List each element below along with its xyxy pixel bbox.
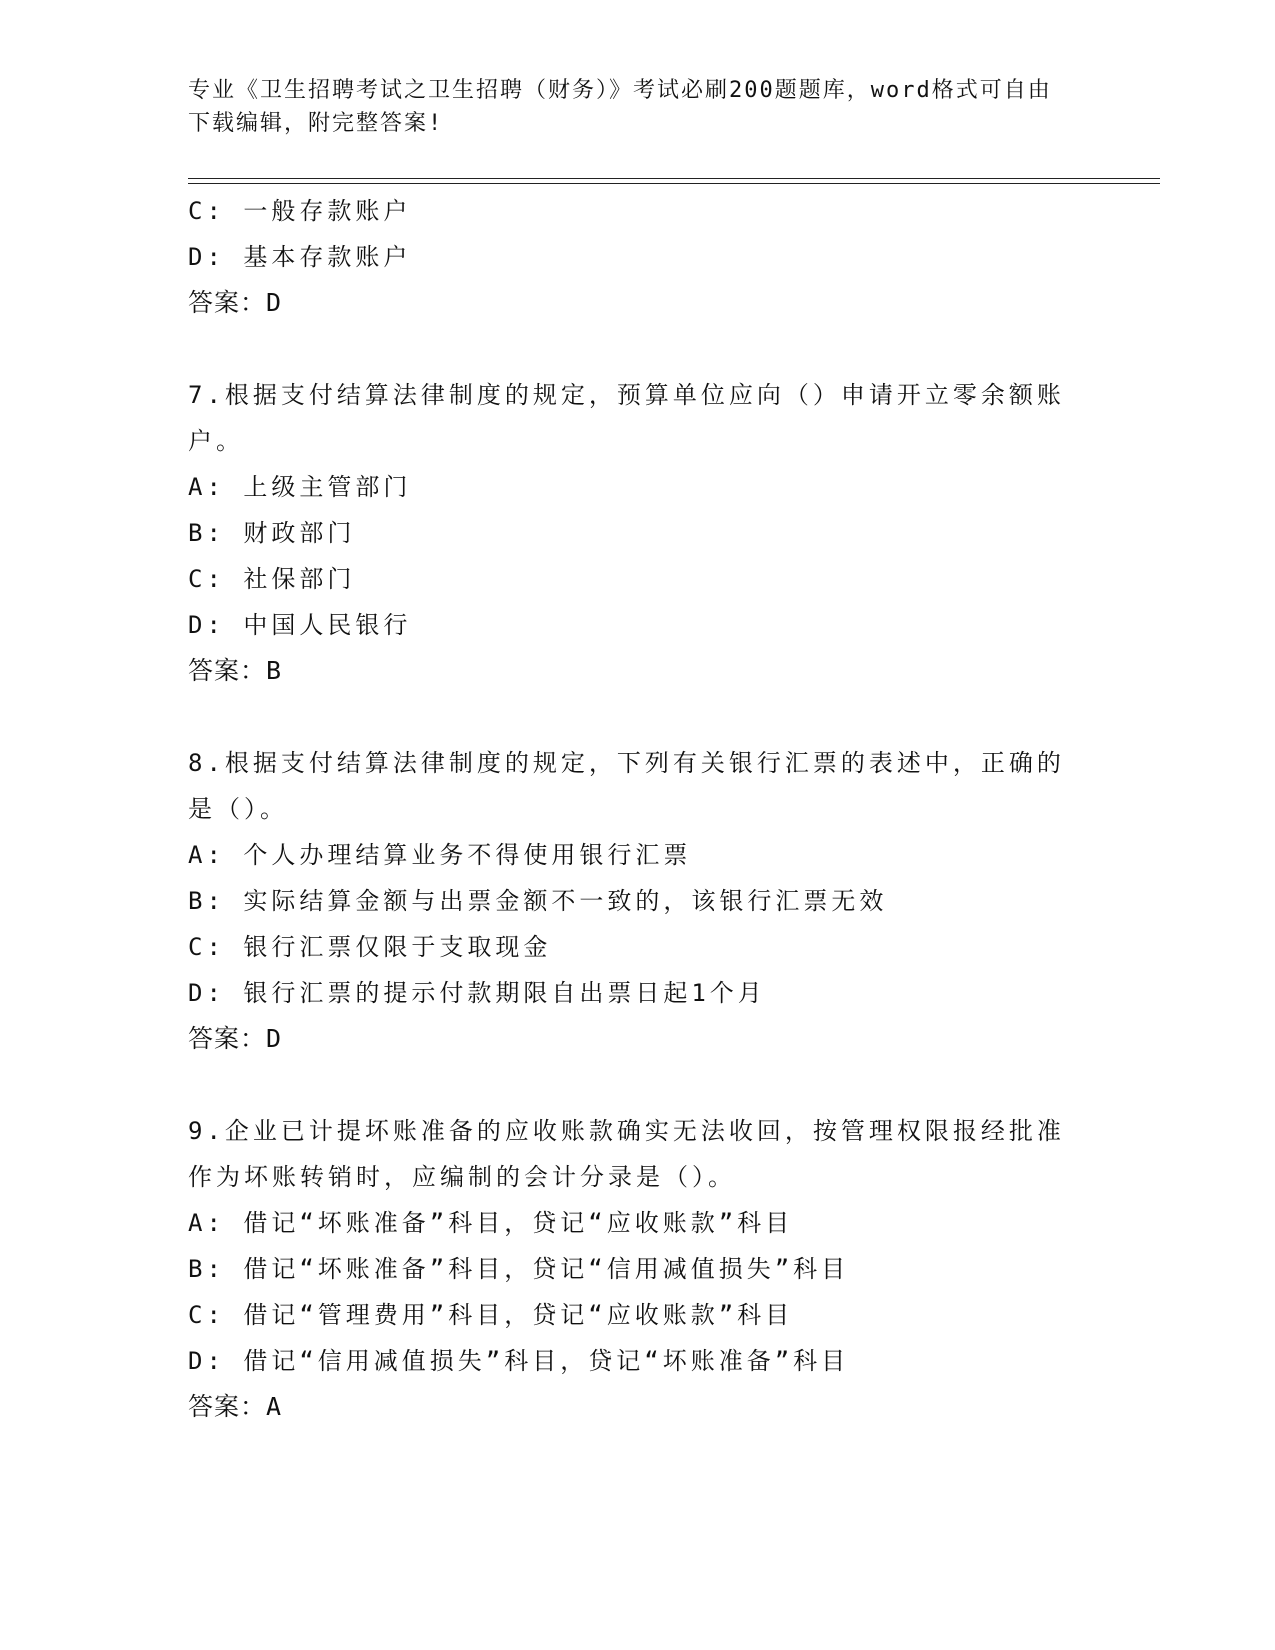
option-d: D: 银行汇票的提示付款期限自出票日起1个月 xyxy=(188,979,766,1007)
option-c: C: 银行汇票仅限于支取现金 xyxy=(188,933,552,961)
option-a: A: 上级主管部门 xyxy=(188,473,412,501)
question-8 xyxy=(188,740,1088,1062)
answer-line: 答案：A xyxy=(188,1392,282,1421)
answer-line: 答案：D xyxy=(188,1024,282,1053)
option-a: A: 个人办理结算业务不得使用银行汇票 xyxy=(188,841,692,869)
option-b: B: 实际结算金额与出票金额不一致的，该银行汇票无效 xyxy=(188,887,888,915)
option-c: C: 借记“管理费用”科目，贷记“应收账款”科目 xyxy=(188,1301,794,1329)
option-a: A: 借记“坏账准备”科目，贷记“应收账款”科目 xyxy=(188,1209,794,1237)
answer-line: 答案：D xyxy=(188,288,282,317)
header-rule-top xyxy=(188,178,1160,179)
question-stem: 8.根据支付结算法律制度的规定，下列有关银行汇票的表述中，正确的是（）。 xyxy=(188,749,1065,823)
option-b: B: 财政部门 xyxy=(188,519,356,547)
option-d: D: 基本存款账户 xyxy=(188,243,412,271)
option-b: B: 借记“坏账准备”科目，贷记“信用减值损失”科目 xyxy=(188,1255,850,1283)
page-header: 专业《卫生招聘考试之卫生招聘（财务）》考试必刷200题题库，word格式可自由下载编辑，附完整答案! xyxy=(188,78,1052,136)
question-9 xyxy=(188,1108,1088,1430)
answer-line: 答案：B xyxy=(188,656,282,685)
option-c: C: 一般存款账户 xyxy=(188,197,412,225)
option-d: D: 借记“信用减值损失”科目，贷记“坏账准备”科目 xyxy=(188,1347,850,1375)
option-d: D: 中国人民银行 xyxy=(188,611,412,639)
header-rule-bottom xyxy=(188,183,1160,184)
option-c: C: 社保部门 xyxy=(188,565,356,593)
question-7 xyxy=(188,372,1088,694)
question-stem: 9.企业已计提坏账准备的应收账款确实无法收回，按管理权限报经批准作为坏账转销时，应编制的会计分录是（）。 xyxy=(188,1117,1065,1191)
carryover-block xyxy=(188,188,1088,326)
question-stem: 7.根据支付结算法律制度的规定，预算单位应向（）申请开立零余额账户。 xyxy=(188,381,1065,455)
question-list xyxy=(188,188,1088,1430)
